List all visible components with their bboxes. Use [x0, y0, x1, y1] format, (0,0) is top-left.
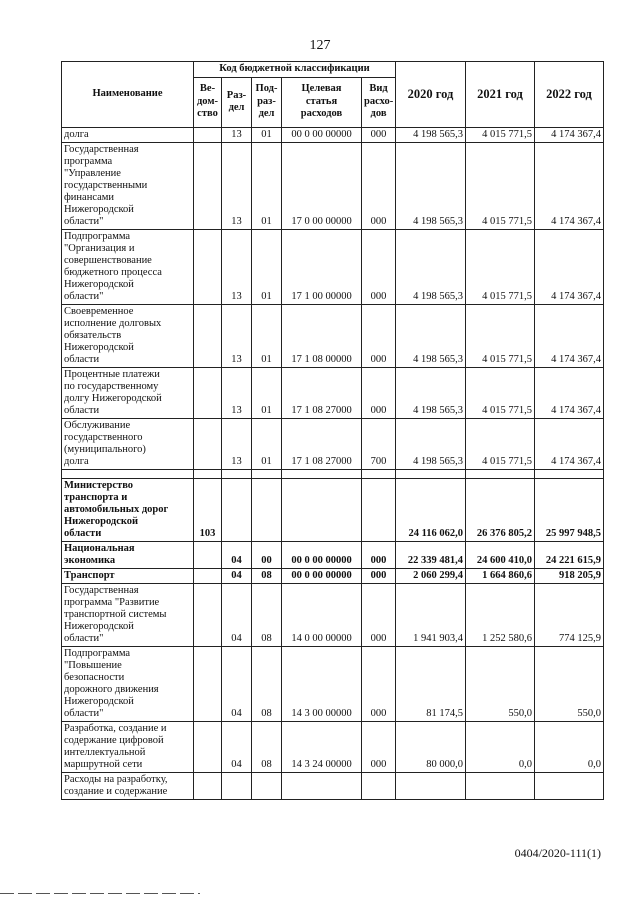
cell-2021	[466, 772, 535, 799]
cell-podrazdel: 01	[252, 127, 282, 142]
header-vid: Вид расхо- дов	[362, 77, 396, 127]
cell-razdel: 13	[222, 127, 252, 142]
cell-2022: 918 205,9	[535, 568, 604, 583]
cell-vid: 000	[362, 127, 396, 142]
header-naimenovanie: Наименование	[62, 62, 194, 128]
cell-name: Обслуживание государственного (муниципального) долга	[62, 418, 194, 469]
cell-2021: 4 015 771,5	[466, 418, 535, 469]
table-row	[62, 127, 604, 142]
cell-tselevaya: 17 1 08 27000	[282, 418, 362, 469]
cell-2022: 4 174 367,4	[535, 304, 604, 367]
cell-tselevaya: 17 1 08 27000	[282, 367, 362, 418]
cell-tselevaya: 17 0 00 00000	[282, 142, 362, 229]
cell-razdel: 13	[222, 229, 252, 304]
cell-name: Разработка, создание и содержание цифровой интеллектуальной маршрутной сети	[62, 721, 194, 772]
cell-vedomstvo	[194, 568, 222, 583]
cell-2022: 550,0	[535, 646, 604, 721]
cell-vid: 000	[362, 229, 396, 304]
footer-code: 0404/2020-111(1)	[514, 846, 601, 860]
table-row	[62, 142, 604, 229]
spacer-cell	[62, 469, 194, 478]
cell-2021: 4 015 771,5	[466, 142, 535, 229]
cell-vid: 000	[362, 142, 396, 229]
cell-2020: 4 198 565,3	[396, 142, 466, 229]
header-podrazdel: Под- раз- дел	[252, 77, 282, 127]
cell-2022: 4 174 367,4	[535, 418, 604, 469]
cell-razdel: 04	[222, 583, 252, 646]
cell-razdel: 04	[222, 646, 252, 721]
header-year-2022: 2022 год	[535, 62, 604, 128]
spacer-cell	[535, 469, 604, 478]
cell-2020	[396, 772, 466, 799]
cell-vid	[362, 478, 396, 541]
cell-2022: 4 174 367,4	[535, 142, 604, 229]
cell-name: Министерство транспорта и автомобильных дорог Нижегородской области	[62, 478, 194, 541]
cell-podrazdel	[252, 478, 282, 541]
bottom-rule	[0, 893, 200, 894]
header-year-2021: 2021 год	[466, 62, 535, 128]
cell-tselevaya: 14 3 24 00000	[282, 721, 362, 772]
cell-podrazdel: 01	[252, 229, 282, 304]
cell-vid	[362, 772, 396, 799]
cell-vid: 700	[362, 418, 396, 469]
cell-name: Расходы на разработку, создание и содержание	[62, 772, 194, 799]
cell-name: Процентные платежи по государственному долгу Нижегородской области	[62, 367, 194, 418]
cell-vedomstvo	[194, 367, 222, 418]
cell-vedomstvo	[194, 142, 222, 229]
cell-vid: 000	[362, 367, 396, 418]
cell-2021: 26 376 805,2	[466, 478, 535, 541]
header-kod-group: Код бюджетной классификации	[194, 62, 396, 78]
cell-2020: 4 198 565,3	[396, 127, 466, 142]
cell-razdel: 04	[222, 721, 252, 772]
cell-podrazdel: 08	[252, 646, 282, 721]
table-row	[62, 229, 604, 304]
cell-podrazdel: 08	[252, 583, 282, 646]
cell-razdel: 13	[222, 418, 252, 469]
table-row	[62, 568, 604, 583]
cell-name: Транспорт	[62, 568, 194, 583]
cell-razdel: 13	[222, 367, 252, 418]
cell-podrazdel: 08	[252, 568, 282, 583]
table-body	[62, 127, 604, 799]
cell-2021: 4 015 771,5	[466, 304, 535, 367]
cell-2022: 4 174 367,4	[535, 127, 604, 142]
cell-vedomstvo	[194, 127, 222, 142]
header-razdel: Раз- дел	[222, 77, 252, 127]
cell-name: Государственная программа "Управление государственными финансами Нижегородской области"	[62, 142, 194, 229]
cell-2022: 0,0	[535, 721, 604, 772]
cell-name: Своевременное исполнение долговых обязательств Нижегородской области	[62, 304, 194, 367]
spacer-cell	[282, 469, 362, 478]
cell-2021: 4 015 771,5	[466, 127, 535, 142]
cell-vedomstvo	[194, 304, 222, 367]
cell-2022: 24 221 615,9	[535, 541, 604, 568]
cell-2022: 25 997 948,5	[535, 478, 604, 541]
cell-2021: 1 252 580,6	[466, 583, 535, 646]
cell-tselevaya: 17 1 00 00000	[282, 229, 362, 304]
cell-vid: 000	[362, 568, 396, 583]
cell-name: Государственная программа "Развитие транспортной системы Нижегородской области"	[62, 583, 194, 646]
cell-2020: 22 339 481,4	[396, 541, 466, 568]
cell-2021: 4 015 771,5	[466, 367, 535, 418]
cell-razdel: 04	[222, 541, 252, 568]
cell-2022: 4 174 367,4	[535, 367, 604, 418]
cell-2020: 4 198 565,3	[396, 229, 466, 304]
cell-2020: 2 060 299,4	[396, 568, 466, 583]
cell-name: Подпрограмма "Повышение безопасности дорожного движения Нижегородской области"	[62, 646, 194, 721]
cell-2021: 24 600 410,0	[466, 541, 535, 568]
cell-vedomstvo	[194, 229, 222, 304]
cell-vedomstvo	[194, 646, 222, 721]
table-row	[62, 583, 604, 646]
table-row	[62, 541, 604, 568]
table-row	[62, 646, 604, 721]
cell-vedomstvo	[194, 418, 222, 469]
cell-2020: 4 198 565,3	[396, 418, 466, 469]
cell-name: долга	[62, 127, 194, 142]
spacer-cell	[466, 469, 535, 478]
cell-razdel: 04	[222, 568, 252, 583]
spacer-row	[62, 469, 604, 478]
cell-podrazdel: 01	[252, 367, 282, 418]
table-row	[62, 478, 604, 541]
cell-2020: 80 000,0	[396, 721, 466, 772]
cell-vedomstvo: 103	[194, 478, 222, 541]
cell-2020: 1 941 903,4	[396, 583, 466, 646]
cell-2022: 4 174 367,4	[535, 229, 604, 304]
cell-2021: 550,0	[466, 646, 535, 721]
cell-podrazdel: 01	[252, 418, 282, 469]
table-row	[62, 367, 604, 418]
cell-podrazdel: 00	[252, 541, 282, 568]
cell-vedomstvo	[194, 721, 222, 772]
cell-tselevaya: 00 0 00 00000	[282, 541, 362, 568]
table-row	[62, 418, 604, 469]
cell-2020: 81 174,5	[396, 646, 466, 721]
cell-vid: 000	[362, 304, 396, 367]
cell-vedomstvo	[194, 772, 222, 799]
table-row	[62, 772, 604, 799]
cell-tselevaya: 14 3 00 00000	[282, 646, 362, 721]
cell-tselevaya: 00 0 00 00000	[282, 127, 362, 142]
cell-vid: 000	[362, 583, 396, 646]
cell-vid: 000	[362, 721, 396, 772]
cell-tselevaya: 14 0 00 00000	[282, 583, 362, 646]
cell-tselevaya: 00 0 00 00000	[282, 568, 362, 583]
cell-podrazdel: 01	[252, 142, 282, 229]
cell-2021: 1 664 860,6	[466, 568, 535, 583]
page-number: 127	[309, 38, 331, 53]
cell-2021: 4 015 771,5	[466, 229, 535, 304]
spacer-cell	[362, 469, 396, 478]
cell-2020: 4 198 565,3	[396, 304, 466, 367]
cell-razdel: 13	[222, 142, 252, 229]
cell-2022: 774 125,9	[535, 583, 604, 646]
cell-vid: 000	[362, 646, 396, 721]
cell-podrazdel: 08	[252, 721, 282, 772]
cell-razdel	[222, 772, 252, 799]
header-vedomstvo: Ве- дом- ство	[194, 77, 222, 127]
cell-podrazdel: 01	[252, 304, 282, 367]
header-tselevaya: Целевая статья расходов	[282, 77, 362, 127]
cell-2022	[535, 772, 604, 799]
spacer-cell	[194, 469, 222, 478]
cell-razdel	[222, 478, 252, 541]
cell-vedomstvo	[194, 583, 222, 646]
cell-vid: 000	[362, 541, 396, 568]
cell-tselevaya	[282, 478, 362, 541]
table-row	[62, 304, 604, 367]
cell-vedomstvo	[194, 541, 222, 568]
cell-tselevaya: 17 1 08 00000	[282, 304, 362, 367]
cell-name: Национальная экономика	[62, 541, 194, 568]
cell-2021: 0,0	[466, 721, 535, 772]
cell-name: Подпрограмма "Организация и совершенствование бюджетного процесса Нижегородской области"	[62, 229, 194, 304]
header-year-2020: 2020 год	[396, 62, 466, 128]
spacer-cell	[252, 469, 282, 478]
cell-razdel: 13	[222, 304, 252, 367]
budget-table	[61, 61, 604, 800]
cell-2020: 4 198 565,3	[396, 367, 466, 418]
table-row	[62, 721, 604, 772]
cell-2020: 24 116 062,0	[396, 478, 466, 541]
spacer-cell	[396, 469, 466, 478]
cell-tselevaya	[282, 772, 362, 799]
spacer-cell	[222, 469, 252, 478]
cell-podrazdel	[252, 772, 282, 799]
